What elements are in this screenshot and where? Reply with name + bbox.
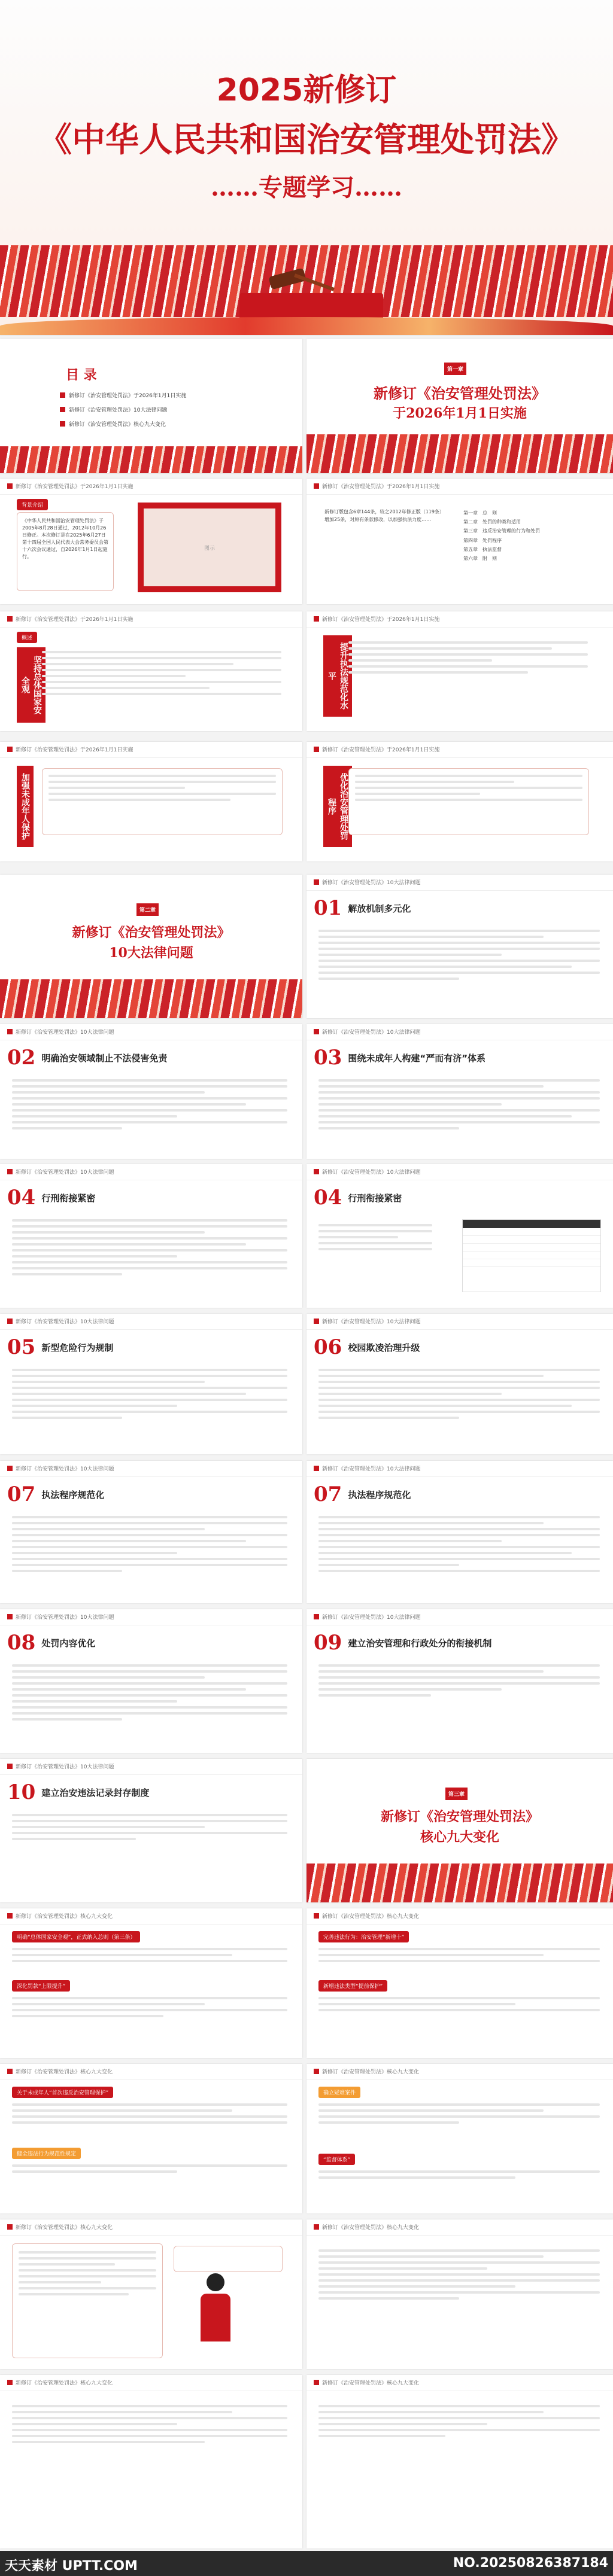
ch3-1-text [12,1948,287,1966]
ch3-slide-1: 新修订《治安管理处罚法》核心九大变化 明确“总体国家安全观”，正式纳入总则（第三条） 深化罚款“上限提升” [0,1908,302,2058]
q07-slide-b: 新修订《治安管理处罚法》10大法律问题 07 执法程序规范化 [306,1461,613,1603]
chapter-row: 第一章 总 则 [463,510,497,516]
section1-badge: 第一章 [444,363,466,375]
ch3-7-list [12,2405,287,2447]
pair-right-side: 优化治安管理处罚程序 [323,766,352,847]
ch3-5-text [12,2103,287,2127]
pair-slide-right: 新修订《治安管理处罚法》于2026年1月1日实施 优化治安管理处罚程序 [306,742,613,861]
cover-title-law: 《中华人民共和国治安管理处罚法》 [38,120,575,160]
overview-right-text [348,641,588,677]
q09-text [318,1664,600,1700]
q01-title: 解放机制多元化 [348,903,411,914]
q04-slide-a: 新修订《治安管理处罚法》10大法律问题 04 行刑衔接紧密 [0,1164,302,1308]
ch3-3-text [318,1948,600,1966]
q05-title: 新型危险行为规制 [41,1342,114,1353]
pair-slide-left: 新修订《治安管理处罚法》于2026年1月1日实施 加强未成年人保护 [0,742,302,861]
q05-number: 05 [7,1335,36,1359]
q07-slide-a: 新修订《治安管理处罚法》10大法律问题 07 执法程序规范化 [0,1461,302,1603]
section3-books [306,1864,613,1902]
ch3-6-text [12,2164,287,2176]
intro-slide-right: 新修订《治安管理处罚法》于2026年1月1日实施 新修订版包含6章144条，较之2012年修正版（119条）增加25条，对原有条款修改，以加强执法力度…… 第一章 总 则 第二章 处罚的种类和适用 第三章 违反治安管理的行为和处罚 第四章 处罚程序 第五章 执法监督 第六章 附 则 [306,479,613,604]
overview-side-title: 坚持总体国家安全观 [17,647,45,723]
q08-title: 处罚内容优化 [41,1637,96,1649]
ch3-6-heading: 健全违法行为规范性规定 [12,2148,81,2159]
toc-item-3[interactable]: 新修订《治安管理处罚法》核心九大变化 [60,420,166,428]
ch3-7-text [318,2103,600,2127]
q09-slide: 新修订《治安管理处罚法》10大法律问题 09 建立治安管理和行政处分的衔接机制 [306,1609,613,1753]
cover-subtitle: ……专题学习…… [211,173,402,202]
overview-slide-left: 新修订《治安管理处罚法》于2026年1月1日实施 概述 坚持总体国家安全观 [0,611,302,731]
ch3-2-heading: 深化罚款“上限提升” [12,1980,70,1992]
q06-number: 06 [314,1335,342,1359]
section3-title-b: 核心九大变化 [420,1829,499,1845]
section2-badge: 第二章 [136,903,159,916]
intro-tag: 背景介绍 [17,499,48,510]
q07a-text [12,1516,287,1576]
ch3-5-heading: 关于未成年人“首次违反治安管理保护” [12,2087,113,2098]
ch3-6-list [318,2249,600,2303]
ch3-7-heading: 确立疑难案件 [318,2087,360,2098]
person-illustration [198,2273,233,2345]
q08-number: 08 [7,1631,36,1655]
toc-item-2[interactable]: 新修订《治安管理处罚法》10大法律问题 [60,406,167,413]
toc-books [0,446,302,473]
q08-slide: 新修订《治安管理处罚法》10大法律问题 08 处罚内容优化 [0,1609,302,1753]
ch3-8-text [318,2170,600,2182]
q04a-text [12,1219,287,1279]
section1-books [306,434,613,473]
q03-number: 03 [314,1046,342,1070]
ch3-4-text [318,1997,600,2015]
watermark-right: NO.20250826387184 [453,2556,608,2571]
q05-text [12,1369,287,1423]
pair-left-side: 加强未成年人保护 [17,766,34,847]
chapter-row: 第三章 违反治安管理的行为和处罚 [463,528,540,534]
intro-photo: 图示 [138,503,281,592]
q02-text [12,1079,287,1133]
speech-bubble [174,2246,283,2272]
intro-slide-left: 新修订《治安管理处罚法》于2026年1月1日实施 背景介绍 《中华人民共和国治安管理处罚法》于2005年8月28日通过，2012年10月26日修正。本次修订是在2025年6月27日第十四届全国人民代表大会常务委员会第十六次会议通过，自2026年1月1日起施行。 图示 [0,479,302,604]
ch3-slide-8: 新修订《治安管理处罚法》核心九大变化 [306,2375,613,2548]
q02-title: 明确治安领域制止不法侵害免责 [41,1052,168,1064]
q08-text [12,1664,287,1724]
ch3-slide-5: 新修订《治安管理处罚法》核心九大变化 [0,2219,302,2369]
q07b-title: 执法程序规范化 [348,1489,411,1500]
q04-slide-b: 新修订《治安管理处罚法》10大法律问题 04 行刑衔接紧密 [306,1164,613,1308]
q04b-table [462,1219,601,1292]
intro-right-text: 新修订版包含6章144条，较之2012年修正版（119条）增加25条，对原有条款修改，以加强执法力度…… [324,509,444,522]
cover-slide [0,0,613,335]
chapter-row: 第六章 附 则 [463,555,497,561]
section3-title-a: 新修订《治安管理处罚法》 [380,1809,539,1825]
pair-left-box [42,768,283,835]
section3-badge: 第三章 [445,1788,468,1800]
section3-slide [306,1759,613,1902]
q07b-text [318,1516,600,1576]
q07b-number: 07 [314,1482,342,1506]
ch3-4-heading: 新增违法类型“提前保护” [318,1980,387,1992]
overview-slide-right: 新修订《治安管理处罚法》于2026年1月1日实施 提升执法规范化水平 [306,611,613,731]
toc-item-1[interactable]: 新修订《治安管理处罚法》于2026年1月1日实施 [60,391,186,399]
q01-slide: 新修订《治安管理处罚法》10大法律问题 01 解放机制多元化 [306,875,613,1018]
section1-title-b: 于2026年1月1日实施 [393,406,527,421]
section2-title-a: 新修订《治安管理处罚法》 [72,925,230,940]
pair-right-box [348,768,589,835]
gavel-icon [257,272,329,296]
q01-number: 01 [314,896,342,920]
q10-title: 建立治安违法记录封存制度 [41,1787,150,1798]
q09-title: 建立治安管理和行政处分的衔接机制 [348,1637,492,1649]
section1-title-a: 新修订《治安管理处罚法》 [374,385,546,402]
overview-tag: 概述 [17,632,37,643]
q03-title: 围绕未成年人构建“严而有济”体系 [348,1052,486,1064]
ch3-8-list [318,2405,600,2441]
ch3-2-text [12,1997,287,2021]
q03-slide: 新修订《治安管理处罚法》10大法律问题 03 围绕未成年人构建“严而有济”体系 [306,1024,613,1159]
ch3-slide-2: 新修订《治安管理处罚法》核心九大变化 完善违法行为：治安管理“新增十” 新增违法类型“提前保护” [306,1908,613,2058]
chapter-row: 第四章 处罚程序 [463,537,502,543]
q04b-number: 04 [314,1186,342,1210]
q02-slide: 新修订《治安管理处罚法》10大法律问题 02 明确治安领域制止不法侵害免责 [0,1024,302,1159]
ch3-slide-4: 新修订《治安管理处罚法》核心九大变化 确立疑难案件 “监督体系” [306,2064,613,2213]
ch3-5-box [12,2243,163,2358]
q04a-title: 行刑衔接紧密 [41,1192,96,1204]
q03-text [318,1079,600,1133]
section2-books [0,979,302,1018]
section1-slide [306,339,613,473]
q10-text [12,1814,287,1844]
q04b-title: 行刑衔接紧密 [348,1192,402,1204]
q06-text [318,1369,600,1423]
ch3-slide-6: 新修订《治安管理处罚法》核心九大变化 [306,2219,613,2369]
chapter-row: 第五章 执法监督 [463,546,502,552]
q07a-title: 执法程序规范化 [41,1489,105,1500]
q04a-number: 04 [7,1186,36,1210]
section2-title-b: 10大法律问题 [109,945,193,961]
ch3-3-heading: 完善违法行为：治安管理“新增十” [318,1931,409,1942]
q06-slide: 新修订《治安管理处罚法》10大法律问题 06 校园欺凌治理升级 [306,1314,613,1454]
q07a-number: 07 [7,1482,36,1506]
chapter-list [463,508,583,563]
overview-right-side: 提升执法规范化水平 [323,635,352,717]
toc-slide [0,339,302,473]
watermark-left: 天天素材 UPTT.COM [5,2559,138,2574]
intro-textbox: 《中华人民共和国治安管理处罚法》于2005年8月28日通过，2012年10月26日修正。本次修订是在2025年6月27日第十四届全国人民代表大会常务委员会第十六次会议通过，自2026年1月1日起施行。 [17,512,114,591]
cover-wave [0,317,613,335]
q09-number: 09 [314,1631,342,1655]
chapter-row: 第二章 处罚的种类和适用 [463,519,521,525]
q01-text [318,930,600,983]
q05-slide: 新修订《治安管理处罚法》10大法律问题 05 新型危险行为规制 [0,1314,302,1454]
q10-number: 10 [7,1780,36,1804]
q02-number: 02 [7,1046,36,1070]
cover-title-year: 2025新修订 [216,72,397,108]
q10-slide: 新修订《治安管理处罚法》10大法律问题 10 建立治安违法记录封存制度 [0,1759,302,1902]
toc-title: 目 录 [66,368,97,383]
q04b-text [318,1224,432,1254]
section2-slide [0,875,302,1018]
ch3-8-heading: “监督体系” [318,2154,355,2165]
overview-text-block [42,651,281,699]
watermark-bar [0,2551,613,2576]
q06-title: 校园欺凌治理升级 [348,1342,420,1353]
ch3-1-heading: 明确“总体国家安全观”，正式纳入总则（第三条） [12,1931,140,1942]
ch3-slide-7: 新修订《治安管理处罚法》核心九大变化 [0,2375,302,2548]
ch3-slide-3: 新修订《治安管理处罚法》核心九大变化 关于未成年人“首次违反治安管理保护” 健全违法行为规范性规定 [0,2064,302,2213]
